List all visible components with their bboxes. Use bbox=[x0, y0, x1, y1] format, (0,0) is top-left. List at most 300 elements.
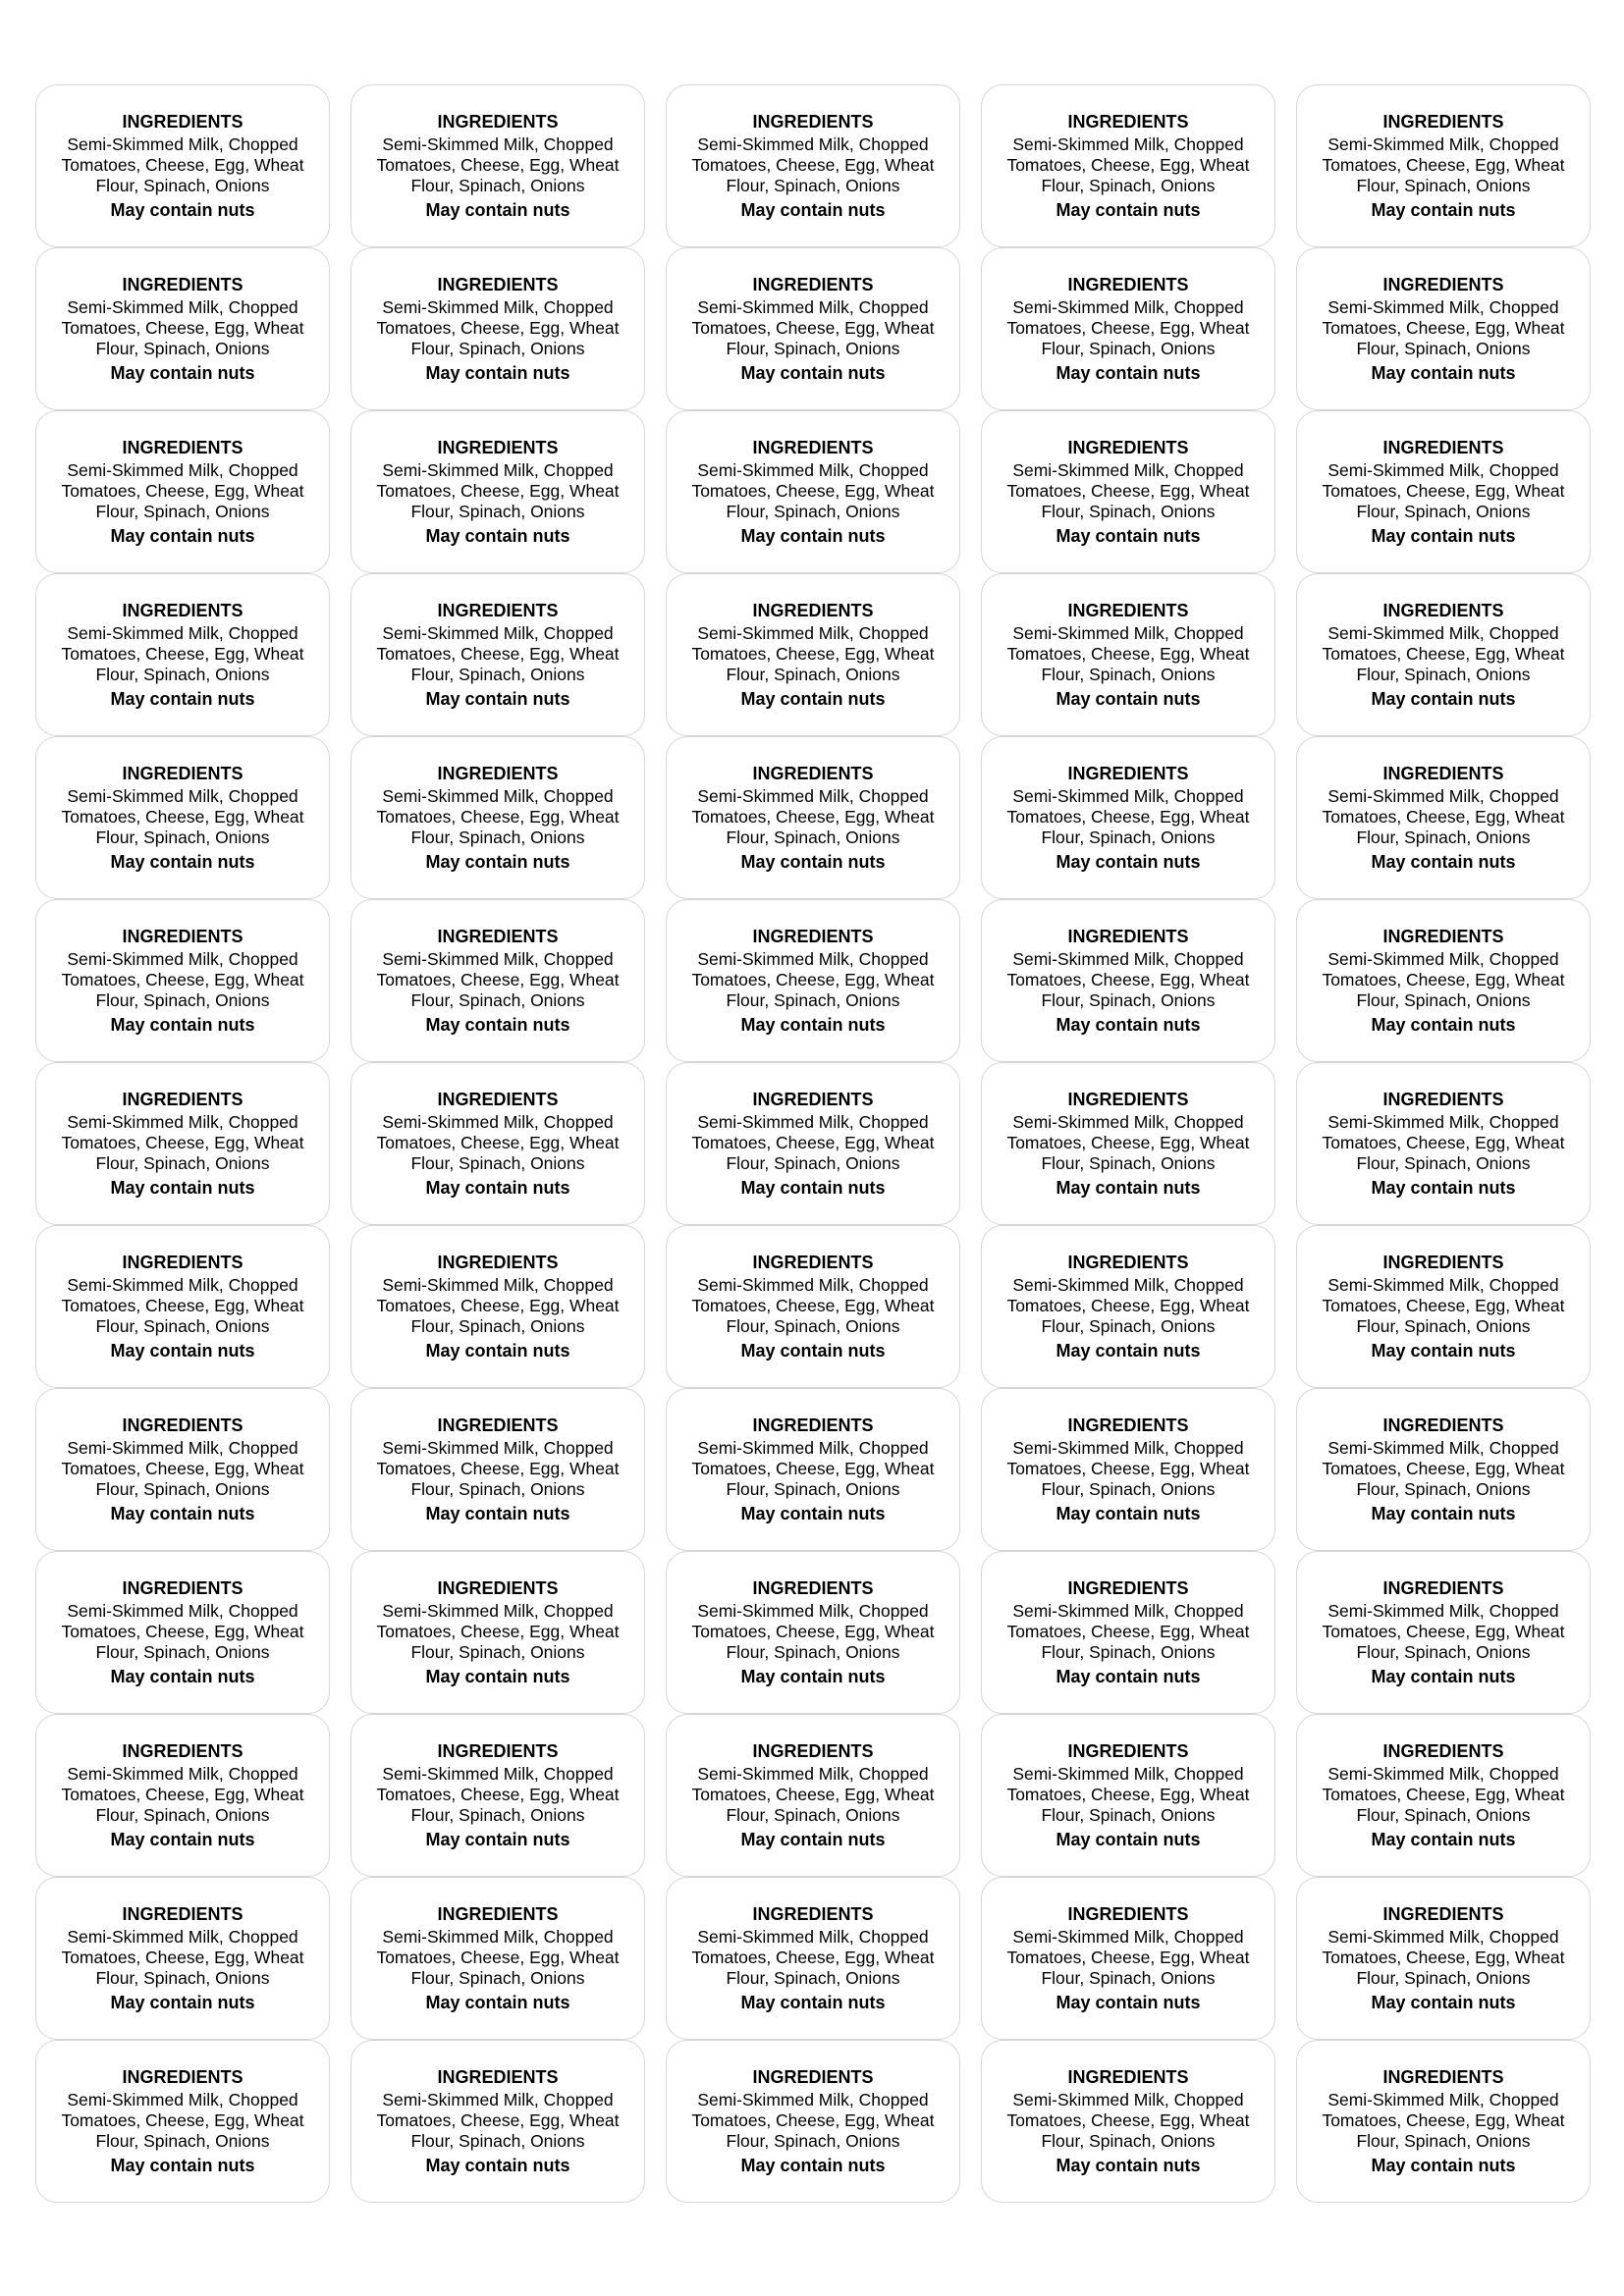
ingredients-line: Semi-Skimmed Milk, Chopped bbox=[1012, 134, 1244, 154]
label-ingredients bbox=[684, 1112, 942, 1174]
label-title: INGREDIENTS bbox=[122, 275, 244, 294]
allergen-warning: May contain nuts bbox=[1371, 200, 1516, 220]
ingredients-line: Semi-Skimmed Milk, Chopped bbox=[697, 1601, 929, 1621]
ingredients-line: Flour, Spinach, Onions bbox=[726, 1316, 900, 1336]
label-title: INGREDIENTS bbox=[437, 2067, 559, 2087]
ingredient-label bbox=[35, 1225, 330, 1388]
ingredients-line: Flour, Spinach, Onions bbox=[1356, 502, 1531, 521]
label-ingredients bbox=[684, 134, 942, 196]
label-ingredients bbox=[369, 2090, 626, 2152]
ingredients-line: Flour, Spinach, Onions bbox=[95, 990, 270, 1010]
label-title: INGREDIENTS bbox=[122, 1904, 244, 1924]
ingredient-label bbox=[1296, 84, 1591, 247]
ingredients-line: Tomatoes, Cheese, Egg, Wheat bbox=[1006, 1459, 1250, 1478]
label-ingredients bbox=[369, 460, 626, 522]
ingredient-label bbox=[1296, 2040, 1591, 2203]
ingredients-line: Flour, Spinach, Onions bbox=[726, 1479, 900, 1499]
label-ingredients bbox=[369, 786, 626, 848]
label-ingredients bbox=[1000, 623, 1257, 685]
ingredients-line: Flour, Spinach, Onions bbox=[1041, 1316, 1216, 1336]
label-title: INGREDIENTS bbox=[1067, 1090, 1189, 1109]
label-ingredients bbox=[1000, 1601, 1257, 1663]
label-ingredients bbox=[54, 1764, 311, 1826]
ingredients-line: Semi-Skimmed Milk, Chopped bbox=[67, 786, 298, 806]
ingredients-line: Flour, Spinach, Onions bbox=[95, 2131, 270, 2151]
ingredients-line: Semi-Skimmed Milk, Chopped bbox=[382, 1112, 614, 1132]
ingredients-line: Tomatoes, Cheese, Egg, Wheat bbox=[691, 155, 935, 175]
ingredient-label bbox=[666, 1225, 960, 1388]
allergen-warning: May contain nuts bbox=[425, 852, 570, 872]
ingredients-line: Semi-Skimmed Milk, Chopped bbox=[382, 623, 614, 643]
ingredients-line: Tomatoes, Cheese, Egg, Wheat bbox=[61, 1622, 304, 1641]
ingredients-line: Flour, Spinach, Onions bbox=[95, 1805, 270, 1825]
label-title: INGREDIENTS bbox=[752, 2067, 874, 2087]
ingredients-line: Flour, Spinach, Onions bbox=[1041, 1153, 1216, 1173]
ingredients-line: Tomatoes, Cheese, Egg, Wheat bbox=[691, 1133, 935, 1152]
ingredient-label bbox=[1296, 1225, 1591, 1388]
ingredients-line: Semi-Skimmed Milk, Chopped bbox=[697, 1927, 929, 1947]
ingredients-line: Semi-Skimmed Milk, Chopped bbox=[1012, 297, 1244, 317]
ingredients-line: Flour, Spinach, Onions bbox=[410, 1642, 585, 1662]
ingredient-label bbox=[1296, 899, 1591, 1062]
ingredients-line: Flour, Spinach, Onions bbox=[95, 502, 270, 521]
ingredients-line: Tomatoes, Cheese, Egg, Wheat bbox=[1322, 644, 1565, 664]
ingredients-line: Tomatoes, Cheese, Egg, Wheat bbox=[691, 1459, 935, 1478]
allergen-warning: May contain nuts bbox=[425, 1341, 570, 1361]
ingredient-label bbox=[1296, 247, 1591, 410]
ingredients-line: Flour, Spinach, Onions bbox=[1041, 1479, 1216, 1499]
ingredients-line: Semi-Skimmed Milk, Chopped bbox=[1327, 786, 1559, 806]
label-ingredients bbox=[1315, 623, 1572, 685]
label-title: INGREDIENTS bbox=[437, 1253, 559, 1272]
label-title: INGREDIENTS bbox=[1067, 1415, 1189, 1435]
label-title: INGREDIENTS bbox=[1382, 1741, 1504, 1761]
allergen-warning: May contain nuts bbox=[110, 526, 255, 546]
ingredients-line: Tomatoes, Cheese, Egg, Wheat bbox=[1322, 1622, 1565, 1641]
ingredient-label bbox=[981, 1714, 1275, 1877]
ingredients-line: Flour, Spinach, Onions bbox=[726, 665, 900, 684]
label-title: INGREDIENTS bbox=[1067, 112, 1189, 132]
label-title: INGREDIENTS bbox=[437, 1578, 559, 1598]
ingredient-label bbox=[1296, 573, 1591, 736]
label-ingredients bbox=[54, 134, 311, 196]
label-title: INGREDIENTS bbox=[122, 1253, 244, 1272]
ingredients-line: Semi-Skimmed Milk, Chopped bbox=[1327, 1438, 1559, 1458]
label-ingredients bbox=[1315, 1438, 1572, 1500]
allergen-warning: May contain nuts bbox=[110, 2156, 255, 2175]
ingredients-line: Tomatoes, Cheese, Egg, Wheat bbox=[376, 970, 620, 989]
ingredient-label bbox=[351, 247, 645, 410]
ingredients-line: Flour, Spinach, Onions bbox=[410, 339, 585, 358]
label-title: INGREDIENTS bbox=[752, 601, 874, 620]
ingredients-line: Flour, Spinach, Onions bbox=[410, 990, 585, 1010]
ingredients-line: Flour, Spinach, Onions bbox=[1041, 1805, 1216, 1825]
ingredients-line: Flour, Spinach, Onions bbox=[95, 1316, 270, 1336]
label-title: INGREDIENTS bbox=[1067, 275, 1189, 294]
ingredients-line: Semi-Skimmed Milk, Chopped bbox=[67, 2090, 298, 2109]
label-title: INGREDIENTS bbox=[1067, 1253, 1189, 1272]
ingredients-line: Tomatoes, Cheese, Egg, Wheat bbox=[691, 481, 935, 501]
allergen-warning: May contain nuts bbox=[1371, 363, 1516, 383]
ingredients-line: Flour, Spinach, Onions bbox=[1041, 990, 1216, 1010]
allergen-warning: May contain nuts bbox=[740, 1993, 886, 2012]
ingredients-line: Flour, Spinach, Onions bbox=[726, 1153, 900, 1173]
ingredient-label bbox=[981, 1877, 1275, 2040]
label-ingredients bbox=[684, 1438, 942, 1500]
label-ingredients bbox=[369, 623, 626, 685]
ingredient-label bbox=[981, 573, 1275, 736]
ingredients-line: Semi-Skimmed Milk, Chopped bbox=[67, 134, 298, 154]
ingredient-label bbox=[666, 1714, 960, 1877]
ingredients-line: Semi-Skimmed Milk, Chopped bbox=[1327, 460, 1559, 480]
allergen-warning: May contain nuts bbox=[1056, 1504, 1201, 1523]
allergen-warning: May contain nuts bbox=[425, 1504, 570, 1523]
ingredients-line: Tomatoes, Cheese, Egg, Wheat bbox=[61, 1296, 304, 1315]
allergen-warning: May contain nuts bbox=[740, 1830, 886, 1849]
ingredients-line: Semi-Skimmed Milk, Chopped bbox=[67, 949, 298, 969]
ingredient-label bbox=[981, 84, 1275, 247]
label-title: INGREDIENTS bbox=[1382, 275, 1504, 294]
ingredients-line: Flour, Spinach, Onions bbox=[410, 1316, 585, 1336]
ingredients-line: Tomatoes, Cheese, Egg, Wheat bbox=[1006, 970, 1250, 989]
allergen-warning: May contain nuts bbox=[425, 1667, 570, 1686]
ingredients-line: Semi-Skimmed Milk, Chopped bbox=[1012, 1438, 1244, 1458]
ingredient-label bbox=[666, 410, 960, 573]
label-ingredients bbox=[1000, 1438, 1257, 1500]
ingredients-line: Semi-Skimmed Milk, Chopped bbox=[1327, 297, 1559, 317]
ingredients-line: Semi-Skimmed Milk, Chopped bbox=[1327, 1764, 1559, 1784]
allergen-warning: May contain nuts bbox=[425, 1015, 570, 1035]
label-title: INGREDIENTS bbox=[1067, 1578, 1189, 1598]
label-ingredients bbox=[54, 1112, 311, 1174]
ingredients-line: Semi-Skimmed Milk, Chopped bbox=[697, 2090, 929, 2109]
ingredients-line: Flour, Spinach, Onions bbox=[410, 665, 585, 684]
ingredients-line: Tomatoes, Cheese, Egg, Wheat bbox=[61, 318, 304, 338]
allergen-warning: May contain nuts bbox=[110, 1015, 255, 1035]
ingredients-line: Flour, Spinach, Onions bbox=[726, 502, 900, 521]
allergen-warning: May contain nuts bbox=[1056, 200, 1201, 220]
ingredients-line: Semi-Skimmed Milk, Chopped bbox=[382, 134, 614, 154]
label-title: INGREDIENTS bbox=[752, 1090, 874, 1109]
ingredients-line: Tomatoes, Cheese, Egg, Wheat bbox=[691, 1296, 935, 1315]
ingredient-label bbox=[1296, 1062, 1591, 1225]
ingredient-label bbox=[666, 573, 960, 736]
label-ingredients bbox=[369, 1601, 626, 1663]
ingredients-line: Semi-Skimmed Milk, Chopped bbox=[382, 1438, 614, 1458]
ingredients-line: Semi-Skimmed Milk, Chopped bbox=[382, 1601, 614, 1621]
ingredients-line: Semi-Skimmed Milk, Chopped bbox=[382, 2090, 614, 2109]
ingredients-line: Flour, Spinach, Onions bbox=[95, 1153, 270, 1173]
allergen-warning: May contain nuts bbox=[1371, 526, 1516, 546]
label-ingredients bbox=[54, 297, 311, 359]
ingredients-line: Flour, Spinach, Onions bbox=[410, 1479, 585, 1499]
ingredients-line: Tomatoes, Cheese, Egg, Wheat bbox=[1322, 481, 1565, 501]
ingredients-line: Semi-Skimmed Milk, Chopped bbox=[67, 460, 298, 480]
ingredient-label bbox=[1296, 1714, 1591, 1877]
label-title: INGREDIENTS bbox=[1067, 1904, 1189, 1924]
label-title: INGREDIENTS bbox=[752, 438, 874, 457]
label-title: INGREDIENTS bbox=[1067, 764, 1189, 783]
allergen-warning: May contain nuts bbox=[1371, 1830, 1516, 1849]
ingredient-label bbox=[981, 1225, 1275, 1388]
ingredients-line: Semi-Skimmed Milk, Chopped bbox=[1012, 1927, 1244, 1947]
label-title: INGREDIENTS bbox=[1382, 112, 1504, 132]
ingredients-line: Flour, Spinach, Onions bbox=[1356, 990, 1531, 1010]
ingredients-line: Flour, Spinach, Onions bbox=[95, 339, 270, 358]
ingredients-line: Tomatoes, Cheese, Egg, Wheat bbox=[61, 1948, 304, 1967]
ingredients-line: Semi-Skimmed Milk, Chopped bbox=[1012, 460, 1244, 480]
ingredients-line: Flour, Spinach, Onions bbox=[410, 2131, 585, 2151]
label-ingredients bbox=[1000, 297, 1257, 359]
label-ingredients bbox=[1315, 1764, 1572, 1826]
ingredients-line: Semi-Skimmed Milk, Chopped bbox=[1012, 1764, 1244, 1784]
ingredient-label bbox=[35, 1714, 330, 1877]
ingredient-label bbox=[981, 1062, 1275, 1225]
label-title: INGREDIENTS bbox=[752, 764, 874, 783]
label-ingredients bbox=[369, 297, 626, 359]
label-ingredients bbox=[54, 460, 311, 522]
ingredients-line: Tomatoes, Cheese, Egg, Wheat bbox=[691, 1622, 935, 1641]
label-ingredients bbox=[1315, 786, 1572, 848]
ingredients-line: Tomatoes, Cheese, Egg, Wheat bbox=[1322, 1785, 1565, 1804]
ingredients-line: Flour, Spinach, Onions bbox=[95, 665, 270, 684]
ingredient-label bbox=[351, 573, 645, 736]
ingredients-line: Tomatoes, Cheese, Egg, Wheat bbox=[1006, 155, 1250, 175]
ingredient-label bbox=[1296, 736, 1591, 899]
label-title: INGREDIENTS bbox=[1382, 1253, 1504, 1272]
label-ingredients bbox=[1315, 1112, 1572, 1174]
ingredient-label bbox=[351, 84, 645, 247]
allergen-warning: May contain nuts bbox=[740, 852, 886, 872]
label-title: INGREDIENTS bbox=[122, 1415, 244, 1435]
ingredients-line: Flour, Spinach, Onions bbox=[95, 176, 270, 195]
ingredient-label bbox=[35, 1551, 330, 1714]
ingredient-label bbox=[666, 84, 960, 247]
label-ingredients bbox=[54, 1927, 311, 1989]
ingredients-line: Flour, Spinach, Onions bbox=[726, 828, 900, 847]
allergen-warning: May contain nuts bbox=[1056, 1341, 1201, 1361]
ingredients-line: Tomatoes, Cheese, Egg, Wheat bbox=[61, 970, 304, 989]
ingredients-line: Semi-Skimmed Milk, Chopped bbox=[1012, 2090, 1244, 2109]
ingredients-line: Flour, Spinach, Onions bbox=[410, 828, 585, 847]
label-title: INGREDIENTS bbox=[122, 1741, 244, 1761]
ingredient-label bbox=[981, 247, 1275, 410]
label-title: INGREDIENTS bbox=[1067, 1741, 1189, 1761]
label-title: INGREDIENTS bbox=[1067, 601, 1189, 620]
label-title: INGREDIENTS bbox=[752, 1904, 874, 1924]
label-ingredients bbox=[684, 949, 942, 1011]
ingredients-line: Tomatoes, Cheese, Egg, Wheat bbox=[691, 1785, 935, 1804]
ingredients-line: Semi-Skimmed Milk, Chopped bbox=[697, 1275, 929, 1295]
label-ingredients bbox=[54, 1275, 311, 1337]
ingredients-line: Semi-Skimmed Milk, Chopped bbox=[67, 1438, 298, 1458]
allergen-warning: May contain nuts bbox=[1056, 1667, 1201, 1686]
ingredient-label bbox=[35, 2040, 330, 2203]
label-title: INGREDIENTS bbox=[122, 927, 244, 946]
ingredients-line: Flour, Spinach, Onions bbox=[726, 1968, 900, 1988]
allergen-warning: May contain nuts bbox=[1371, 1178, 1516, 1198]
allergen-warning: May contain nuts bbox=[425, 2156, 570, 2175]
ingredients-line: Semi-Skimmed Milk, Chopped bbox=[1327, 2090, 1559, 2109]
label-ingredients bbox=[1315, 1601, 1572, 1663]
ingredient-label bbox=[1296, 1877, 1591, 2040]
label-ingredients bbox=[684, 786, 942, 848]
allergen-warning: May contain nuts bbox=[110, 363, 255, 383]
ingredients-line: Flour, Spinach, Onions bbox=[410, 502, 585, 521]
allergen-warning: May contain nuts bbox=[740, 200, 886, 220]
ingredients-line: Tomatoes, Cheese, Egg, Wheat bbox=[1006, 1622, 1250, 1641]
label-ingredients bbox=[1315, 297, 1572, 359]
label-title: INGREDIENTS bbox=[752, 1253, 874, 1272]
label-ingredients bbox=[1000, 1764, 1257, 1826]
ingredient-label bbox=[35, 736, 330, 899]
ingredients-line: Flour, Spinach, Onions bbox=[726, 1642, 900, 1662]
label-title: INGREDIENTS bbox=[437, 1904, 559, 1924]
allergen-warning: May contain nuts bbox=[425, 363, 570, 383]
ingredients-line: Tomatoes, Cheese, Egg, Wheat bbox=[376, 1948, 620, 1967]
ingredients-line: Flour, Spinach, Onions bbox=[1356, 1805, 1531, 1825]
label-ingredients bbox=[1000, 2090, 1257, 2152]
allergen-warning: May contain nuts bbox=[740, 363, 886, 383]
ingredient-label bbox=[35, 573, 330, 736]
ingredients-line: Semi-Skimmed Milk, Chopped bbox=[67, 1927, 298, 1947]
ingredients-line: Semi-Skimmed Milk, Chopped bbox=[67, 297, 298, 317]
ingredients-line: Tomatoes, Cheese, Egg, Wheat bbox=[376, 2110, 620, 2130]
allergen-warning: May contain nuts bbox=[110, 1667, 255, 1686]
ingredients-line: Tomatoes, Cheese, Egg, Wheat bbox=[376, 1785, 620, 1804]
allergen-warning: May contain nuts bbox=[740, 526, 886, 546]
label-ingredients bbox=[369, 1275, 626, 1337]
allergen-warning: May contain nuts bbox=[1056, 1178, 1201, 1198]
ingredient-label bbox=[1296, 1388, 1591, 1551]
ingredients-line: Tomatoes, Cheese, Egg, Wheat bbox=[1006, 318, 1250, 338]
ingredients-line: Flour, Spinach, Onions bbox=[1356, 1316, 1531, 1336]
allergen-warning: May contain nuts bbox=[1056, 363, 1201, 383]
label-title: INGREDIENTS bbox=[437, 1415, 559, 1435]
ingredients-line: Flour, Spinach, Onions bbox=[726, 176, 900, 195]
ingredients-line: Flour, Spinach, Onions bbox=[1356, 665, 1531, 684]
label-title: INGREDIENTS bbox=[437, 1741, 559, 1761]
ingredients-line: Semi-Skimmed Milk, Chopped bbox=[67, 1601, 298, 1621]
ingredient-label bbox=[666, 736, 960, 899]
ingredients-line: Semi-Skimmed Milk, Chopped bbox=[1327, 623, 1559, 643]
label-ingredients bbox=[1315, 1275, 1572, 1337]
label-title: INGREDIENTS bbox=[752, 1741, 874, 1761]
ingredients-line: Flour, Spinach, Onions bbox=[726, 1805, 900, 1825]
label-title: INGREDIENTS bbox=[1067, 927, 1189, 946]
allergen-warning: May contain nuts bbox=[1056, 1830, 1201, 1849]
allergen-warning: May contain nuts bbox=[1371, 852, 1516, 872]
ingredient-label bbox=[351, 1551, 645, 1714]
label-title: INGREDIENTS bbox=[122, 601, 244, 620]
ingredients-line: Tomatoes, Cheese, Egg, Wheat bbox=[61, 644, 304, 664]
ingredients-line: Tomatoes, Cheese, Egg, Wheat bbox=[376, 318, 620, 338]
label-ingredients bbox=[369, 1764, 626, 1826]
ingredient-label bbox=[981, 736, 1275, 899]
label-ingredients bbox=[369, 1438, 626, 1500]
ingredients-line: Tomatoes, Cheese, Egg, Wheat bbox=[1322, 2110, 1565, 2130]
ingredients-line: Tomatoes, Cheese, Egg, Wheat bbox=[1006, 1133, 1250, 1152]
allergen-warning: May contain nuts bbox=[1056, 852, 1201, 872]
ingredients-line: Semi-Skimmed Milk, Chopped bbox=[382, 460, 614, 480]
ingredients-line: Tomatoes, Cheese, Egg, Wheat bbox=[376, 1296, 620, 1315]
label-ingredients bbox=[369, 1927, 626, 1989]
ingredient-label bbox=[35, 899, 330, 1062]
ingredients-line: Semi-Skimmed Milk, Chopped bbox=[1327, 134, 1559, 154]
ingredients-line: Flour, Spinach, Onions bbox=[726, 2131, 900, 2151]
ingredients-line: Tomatoes, Cheese, Egg, Wheat bbox=[376, 1622, 620, 1641]
label-title: INGREDIENTS bbox=[437, 438, 559, 457]
label-ingredients bbox=[1315, 949, 1572, 1011]
ingredients-line: Semi-Skimmed Milk, Chopped bbox=[382, 1764, 614, 1784]
label-ingredients bbox=[1000, 1112, 1257, 1174]
ingredients-line: Tomatoes, Cheese, Egg, Wheat bbox=[1322, 807, 1565, 827]
label-title: INGREDIENTS bbox=[437, 601, 559, 620]
allergen-warning: May contain nuts bbox=[110, 1178, 255, 1198]
label-title: INGREDIENTS bbox=[1382, 1090, 1504, 1109]
ingredients-line: Semi-Skimmed Milk, Chopped bbox=[1327, 1601, 1559, 1621]
allergen-warning: May contain nuts bbox=[110, 200, 255, 220]
allergen-warning: May contain nuts bbox=[1056, 2156, 1201, 2175]
label-ingredients bbox=[684, 460, 942, 522]
ingredients-line: Semi-Skimmed Milk, Chopped bbox=[67, 1764, 298, 1784]
ingredients-line: Flour, Spinach, Onions bbox=[1041, 1968, 1216, 1988]
label-ingredients bbox=[1000, 460, 1257, 522]
ingredients-line: Tomatoes, Cheese, Egg, Wheat bbox=[376, 644, 620, 664]
ingredients-line: Semi-Skimmed Milk, Chopped bbox=[697, 949, 929, 969]
label-ingredients bbox=[1000, 949, 1257, 1011]
label-ingredients bbox=[684, 1275, 942, 1337]
ingredient-label bbox=[351, 899, 645, 1062]
ingredients-line: Tomatoes, Cheese, Egg, Wheat bbox=[376, 481, 620, 501]
ingredients-line: Tomatoes, Cheese, Egg, Wheat bbox=[1322, 155, 1565, 175]
allergen-warning: May contain nuts bbox=[740, 1178, 886, 1198]
label-ingredients bbox=[684, 1927, 942, 1989]
ingredients-line: Flour, Spinach, Onions bbox=[1041, 339, 1216, 358]
label-title: INGREDIENTS bbox=[752, 1578, 874, 1598]
ingredient-label bbox=[666, 1877, 960, 2040]
allergen-warning: May contain nuts bbox=[1056, 689, 1201, 709]
ingredients-line: Tomatoes, Cheese, Egg, Wheat bbox=[1322, 1459, 1565, 1478]
label-title: INGREDIENTS bbox=[437, 927, 559, 946]
ingredients-line: Tomatoes, Cheese, Egg, Wheat bbox=[376, 1459, 620, 1478]
ingredients-line: Flour, Spinach, Onions bbox=[410, 1153, 585, 1173]
ingredient-label bbox=[666, 899, 960, 1062]
allergen-warning: May contain nuts bbox=[1371, 689, 1516, 709]
ingredient-label bbox=[351, 1225, 645, 1388]
label-title: INGREDIENTS bbox=[122, 764, 244, 783]
label-ingredients bbox=[1000, 134, 1257, 196]
label-title: INGREDIENTS bbox=[122, 1578, 244, 1598]
label-title: INGREDIENTS bbox=[437, 1090, 559, 1109]
ingredients-line: Flour, Spinach, Onions bbox=[1356, 1642, 1531, 1662]
allergen-warning: May contain nuts bbox=[425, 1993, 570, 2012]
ingredient-label bbox=[981, 410, 1275, 573]
ingredients-line: Semi-Skimmed Milk, Chopped bbox=[697, 297, 929, 317]
label-ingredients bbox=[54, 623, 311, 685]
ingredients-line: Flour, Spinach, Onions bbox=[95, 828, 270, 847]
ingredients-line: Semi-Skimmed Milk, Chopped bbox=[67, 623, 298, 643]
allergen-warning: May contain nuts bbox=[110, 1504, 255, 1523]
ingredients-line: Semi-Skimmed Milk, Chopped bbox=[67, 1275, 298, 1295]
allergen-warning: May contain nuts bbox=[740, 689, 886, 709]
ingredients-line: Flour, Spinach, Onions bbox=[1356, 1968, 1531, 1988]
allergen-warning: May contain nuts bbox=[110, 689, 255, 709]
allergen-warning: May contain nuts bbox=[1371, 1504, 1516, 1523]
ingredients-line: Semi-Skimmed Milk, Chopped bbox=[382, 297, 614, 317]
label-title: INGREDIENTS bbox=[1067, 438, 1189, 457]
ingredients-line: Flour, Spinach, Onions bbox=[1356, 1153, 1531, 1173]
